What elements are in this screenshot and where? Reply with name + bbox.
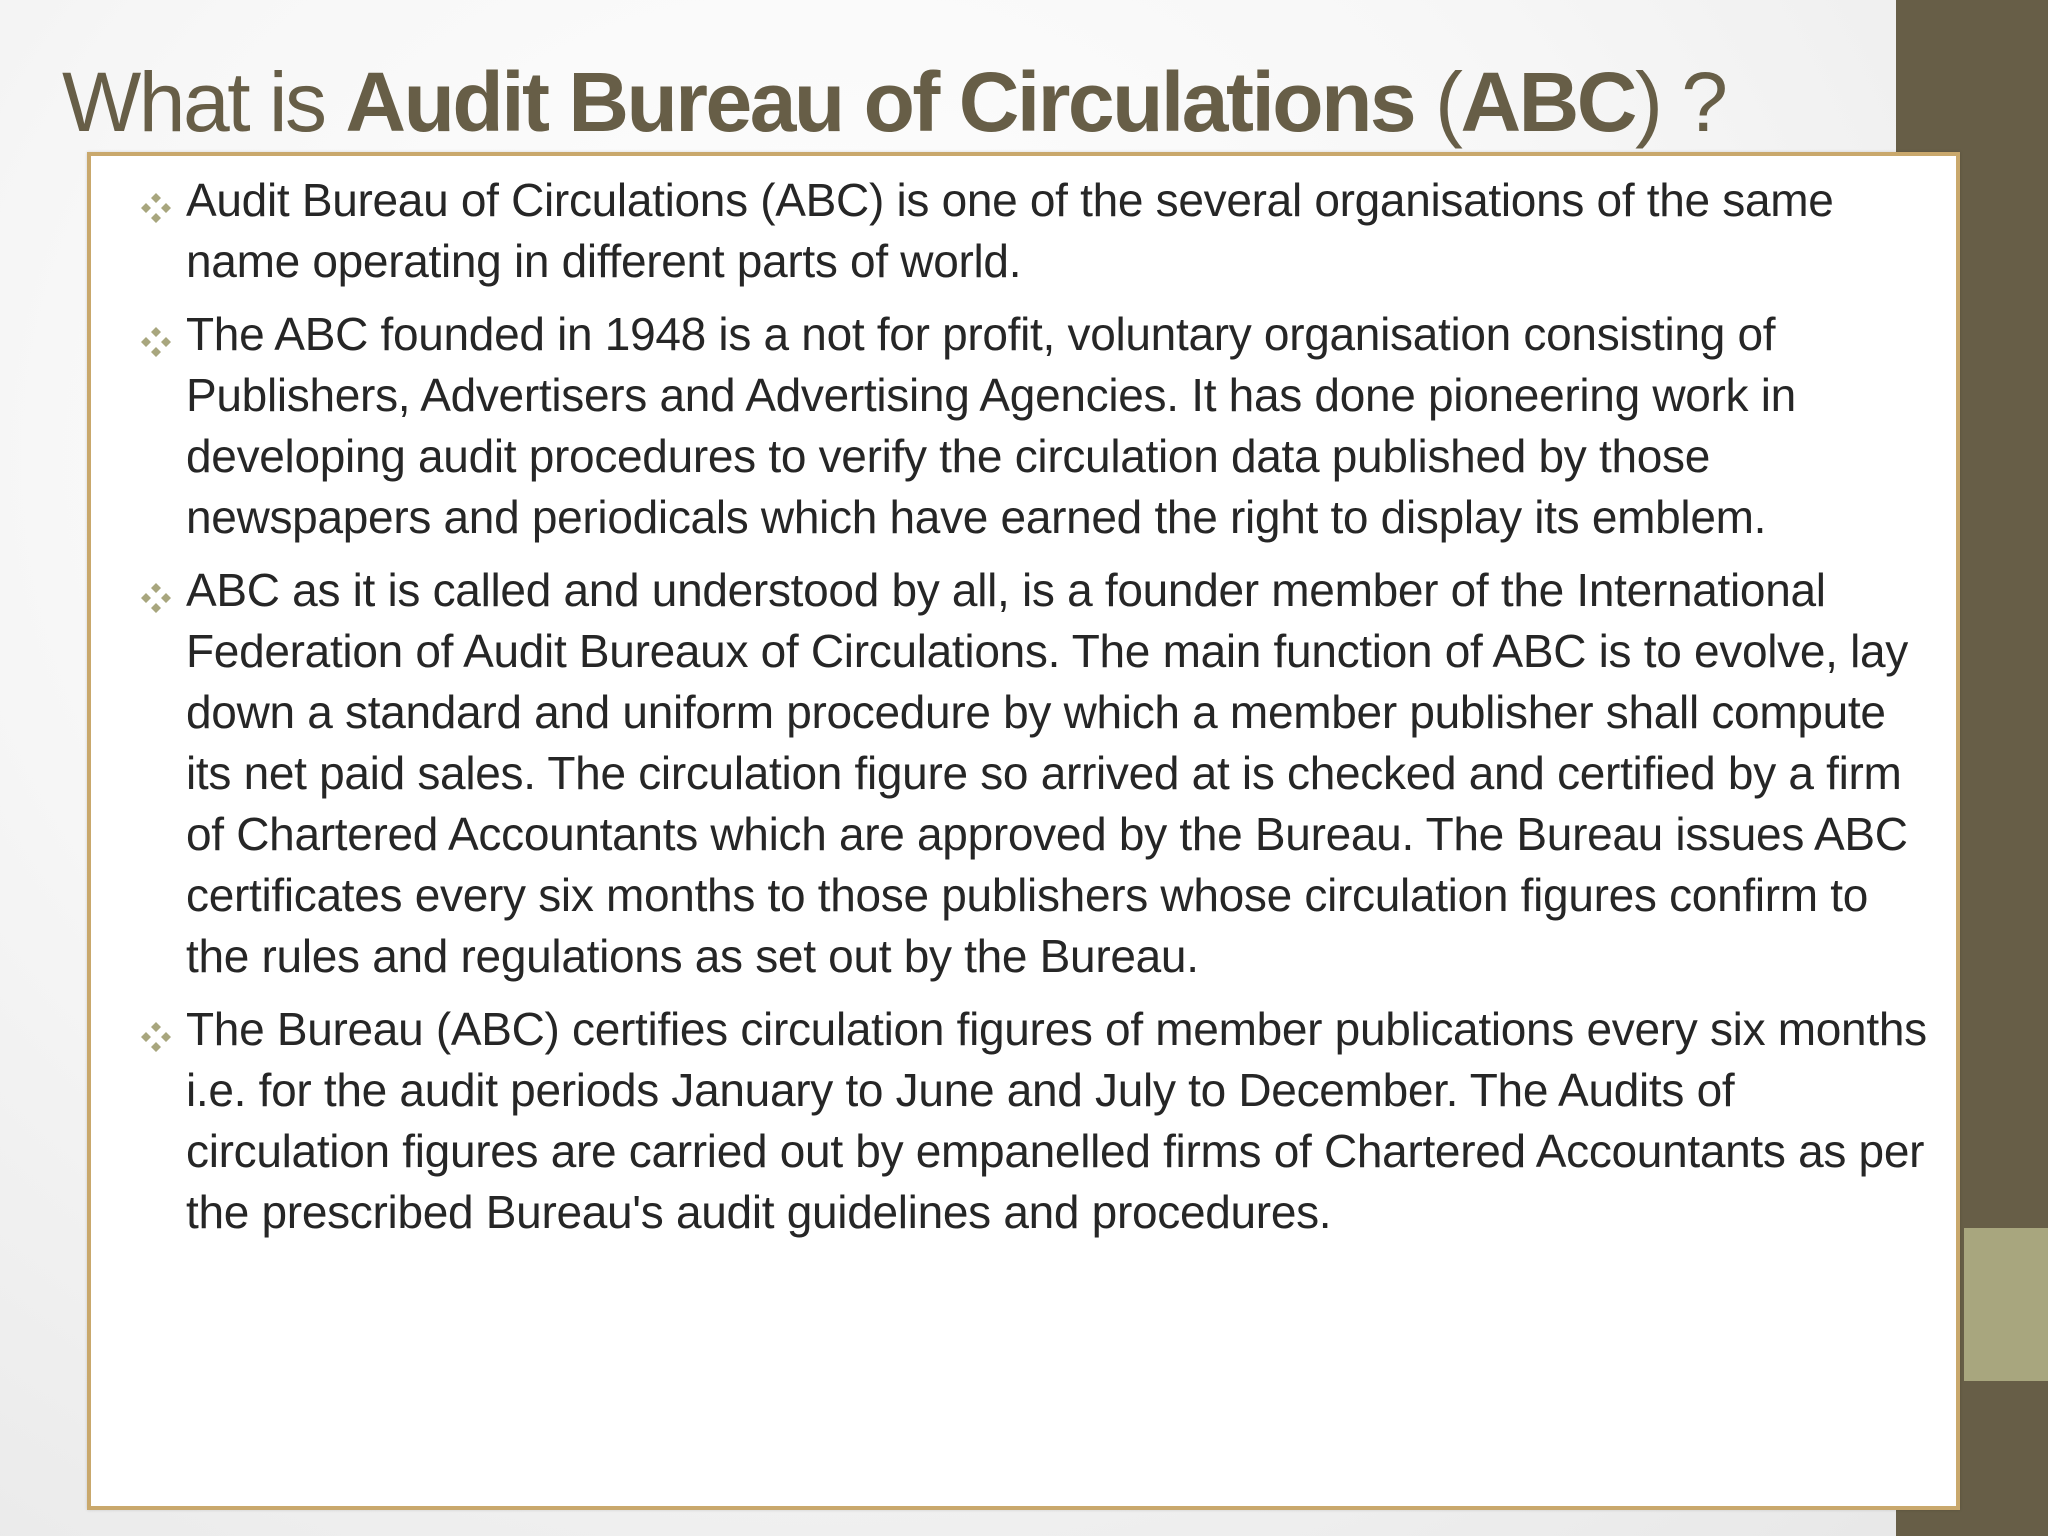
title-prefix: What is [62, 55, 346, 149]
bullet-item [186, 170, 1931, 292]
bullet-text: The ABC founded in 1948 is a not for profit, voluntary organisation consisting of Publishers, Advertisers and Advertising Agencies. It has done pioneering work in developing audit procedures to verify the circulation data published by those newspapers and periodicals which have earned the right to display its emblem. [186, 308, 1796, 543]
title-bold-name: Audit Bureau of Circulations [345, 55, 1415, 149]
slide-title [62, 52, 1725, 153]
bullet-text: Audit Bureau of Circulations (ABC) is one of the several organisations of the same name operating in different parts of world. [186, 174, 1834, 287]
four-diamond-bullet-icon [138, 580, 174, 616]
bullet-item [186, 560, 1931, 987]
title-bold-abbr: ABC [1460, 55, 1635, 149]
bullet-item [186, 999, 1931, 1243]
content-box [87, 152, 1960, 1510]
title-suffix: ) ? [1634, 55, 1726, 149]
four-diamond-bullet-icon [138, 324, 174, 360]
bullet-item [186, 304, 1931, 548]
four-diamond-bullet-icon [138, 190, 174, 226]
bullet-text: The Bureau (ABC) certifies circulation figures of member publications every six months i.e. for the audit periods January to June and July to December. The Audits of circulation figures are carried out by empanelled firms of Chartered Accountants as per the prescribed Bureau's audit guidelines and procedures. [186, 1003, 1927, 1238]
title-open-paren: ( [1414, 55, 1461, 149]
bullet-text: ABC as it is called and understood by all, is a founder member of the International Federation of Audit Bureaux of Circulations. The main function of ABC is to evolve, lay down a standard and uniform procedure by which a member publisher shall compute its net paid sales. The circulation figure so arrived at is checked and certified by a firm of Chartered Accountants which are approved by the Bureau. The Bureau issues ABC certificates every six months to those publishers whose circulation figures confirm to the rules and regulations as set out by the Bureau. [186, 564, 1908, 982]
four-diamond-bullet-icon [138, 1019, 174, 1055]
decorative-side-accent [1964, 1228, 2048, 1381]
bullet-list [186, 170, 1931, 1255]
